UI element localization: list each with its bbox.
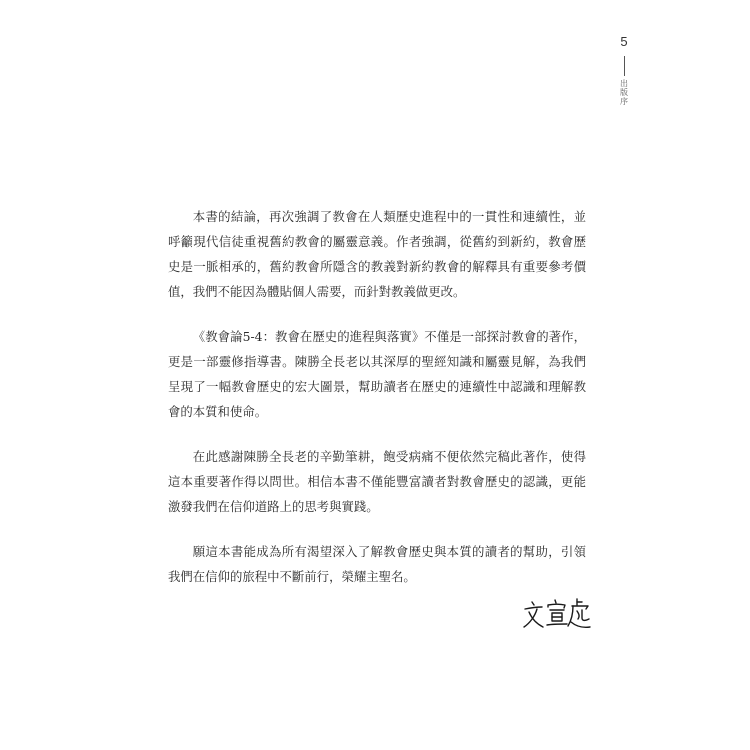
- handwritten-signature: [522, 594, 592, 634]
- running-head-rule: [624, 56, 625, 76]
- running-head-label: 出版序: [619, 79, 629, 106]
- running-head: [618, 56, 630, 106]
- paragraph: 《教會論5-4：教會在歷史的進程與落實》不僅是一部探討教會的著作，更是一部靈修指導書。陳勝全長老以其深厚的聖經知識和屬靈見解，為我們呈現了一幅教會歷史的宏大圖景，幫助讀者在歷史的連續性中認識和理解教會的本質和使命。: [168, 329, 586, 419]
- signature-drawing: [522, 594, 592, 634]
- paragraph: 願這本書能成為所有渴望深入了解教會歷史與本質的讀者的幫助，引領我們在信仰的旅程中不斷前行，榮耀主聖名。: [168, 544, 586, 584]
- page-number: 5: [620, 34, 628, 49]
- body-text: [168, 204, 586, 609]
- paragraph: 本書的結論，再次強調了教會在人類歷史進程中的一貫性和連續性，並呼籲現代信徒重視舊約教會的屬靈意義。作者強調，從舊約到新約，教會歷史是一脈相承的，舊約教會所隱含的教義對新約教會的解釋具有重要參考價值，我們不能因為體貼個人需要，而針對教義做更改。: [168, 209, 586, 299]
- paragraph: 在此感謝陳勝全長老的辛勤筆耕，飽受病痛不便依然完稿此著作，使得這本重要著作得以問世。相信本書不僅能豐富讀者對教會歷史的認識，更能激發我們在信仰道路上的思考與實踐。: [168, 449, 586, 514]
